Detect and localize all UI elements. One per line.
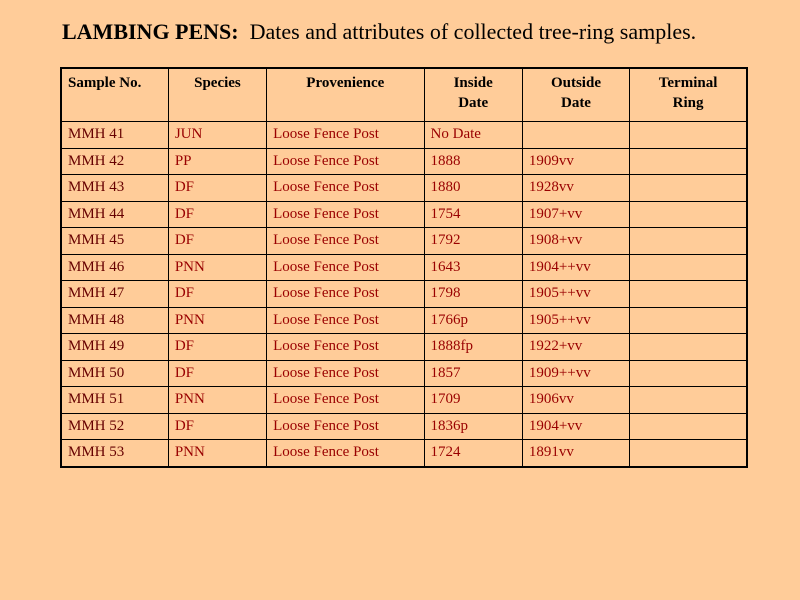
header-terminal-ring-line2: Ring [672, 95, 704, 111]
cell-outside-date: 1906vv [522, 387, 629, 414]
table-row [61, 413, 747, 440]
header-inside-date-line2: Date [458, 95, 489, 111]
cell-provenience: Loose Fence Post [267, 228, 424, 255]
cell-sample: MMH 53 [61, 440, 168, 467]
cell-inside-date: 1724 [424, 440, 522, 467]
cell-inside-date: 1857 [424, 360, 522, 387]
cell-sample: MMH 50 [61, 360, 168, 387]
header-outside-date-line2: Date [560, 95, 591, 111]
cell-provenience: Loose Fence Post [267, 281, 424, 308]
page-title [62, 19, 696, 45]
cell-sample: MMH 51 [61, 387, 168, 414]
table-body [61, 122, 747, 467]
cell-inside-date: 1643 [424, 254, 522, 281]
cell-provenience: Loose Fence Post [267, 387, 424, 414]
cell-species: DF [168, 413, 266, 440]
cell-terminal-ring [630, 175, 747, 202]
cell-terminal-ring [630, 122, 747, 149]
table-row [61, 228, 747, 255]
cell-species: DF [168, 281, 266, 308]
cell-provenience: Loose Fence Post [267, 122, 424, 149]
cell-terminal-ring [630, 148, 747, 175]
table-row [61, 334, 747, 361]
cell-outside-date: 1891vv [522, 440, 629, 467]
cell-provenience: Loose Fence Post [267, 360, 424, 387]
header-sample-no: Sample No. [61, 68, 168, 122]
cell-inside-date: 1836p [424, 413, 522, 440]
table-row [61, 360, 747, 387]
cell-species: PP [168, 148, 266, 175]
cell-outside-date: 1905++vv [522, 307, 629, 334]
cell-inside-date: 1792 [424, 228, 522, 255]
table-row [61, 122, 747, 149]
cell-sample: MMH 43 [61, 175, 168, 202]
cell-sample: MMH 48 [61, 307, 168, 334]
cell-species: PNN [168, 440, 266, 467]
cell-terminal-ring [630, 413, 747, 440]
cell-outside-date: 1909++vv [522, 360, 629, 387]
cell-outside-date [522, 122, 629, 149]
cell-inside-date: 1754 [424, 201, 522, 228]
cell-outside-date: 1922+vv [522, 334, 629, 361]
title-bold: LAMBING PENS: [62, 19, 239, 44]
table-row [61, 175, 747, 202]
cell-sample: MMH 45 [61, 228, 168, 255]
cell-sample: MMH 41 [61, 122, 168, 149]
cell-terminal-ring [630, 228, 747, 255]
table-row [61, 440, 747, 467]
cell-species: JUN [168, 122, 266, 149]
header-inside-date-line1: Inside [453, 75, 493, 91]
cell-species: DF [168, 228, 266, 255]
cell-provenience: Loose Fence Post [267, 413, 424, 440]
cell-outside-date: 1904+vv [522, 413, 629, 440]
header-inside-date [424, 68, 522, 122]
cell-inside-date: 1709 [424, 387, 522, 414]
cell-provenience: Loose Fence Post [267, 148, 424, 175]
cell-outside-date: 1909vv [522, 148, 629, 175]
cell-terminal-ring [630, 440, 747, 467]
cell-sample: MMH 42 [61, 148, 168, 175]
cell-outside-date: 1905++vv [522, 281, 629, 308]
cell-terminal-ring [630, 307, 747, 334]
cell-inside-date: 1798 [424, 281, 522, 308]
cell-species: DF [168, 334, 266, 361]
cell-provenience: Loose Fence Post [267, 334, 424, 361]
header-species: Species [168, 68, 266, 122]
cell-provenience: Loose Fence Post [267, 440, 424, 467]
cell-inside-date: 1888fp [424, 334, 522, 361]
cell-outside-date: 1904++vv [522, 254, 629, 281]
cell-provenience: Loose Fence Post [267, 307, 424, 334]
samples-table [60, 67, 748, 468]
cell-inside-date: 1888 [424, 148, 522, 175]
cell-inside-date: 1880 [424, 175, 522, 202]
title-rest: Dates and attributes of collected tree-ring samples. [249, 19, 697, 44]
table-row [61, 201, 747, 228]
header-row [61, 68, 747, 122]
cell-terminal-ring [630, 360, 747, 387]
cell-sample: MMH 44 [61, 201, 168, 228]
cell-terminal-ring [630, 334, 747, 361]
cell-provenience: Loose Fence Post [267, 201, 424, 228]
table-row [61, 387, 747, 414]
cell-species: DF [168, 175, 266, 202]
cell-provenience: Loose Fence Post [267, 254, 424, 281]
table-row [61, 281, 747, 308]
cell-sample: MMH 47 [61, 281, 168, 308]
cell-outside-date: 1907+vv [522, 201, 629, 228]
cell-inside-date: No Date [424, 122, 522, 149]
cell-provenience: Loose Fence Post [267, 175, 424, 202]
cell-sample: MMH 46 [61, 254, 168, 281]
cell-species: PNN [168, 307, 266, 334]
cell-terminal-ring [630, 201, 747, 228]
table-row [61, 307, 747, 334]
header-outside-date-line1: Outside [550, 75, 601, 91]
cell-species: PNN [168, 254, 266, 281]
table-row [61, 254, 747, 281]
cell-terminal-ring [630, 281, 747, 308]
cell-terminal-ring [630, 387, 747, 414]
cell-inside-date: 1766p [424, 307, 522, 334]
cell-species: DF [168, 360, 266, 387]
cell-outside-date: 1908+vv [522, 228, 629, 255]
cell-sample: MMH 49 [61, 334, 168, 361]
cell-terminal-ring [630, 254, 747, 281]
header-terminal-ring-line1: Terminal [658, 75, 718, 91]
cell-species: PNN [168, 387, 266, 414]
header-outside-date [522, 68, 629, 122]
cell-sample: MMH 52 [61, 413, 168, 440]
header-terminal-ring [630, 68, 747, 122]
table-row [61, 148, 747, 175]
header-provenience: Provenience [267, 68, 424, 122]
cell-outside-date: 1928vv [522, 175, 629, 202]
cell-species: DF [168, 201, 266, 228]
